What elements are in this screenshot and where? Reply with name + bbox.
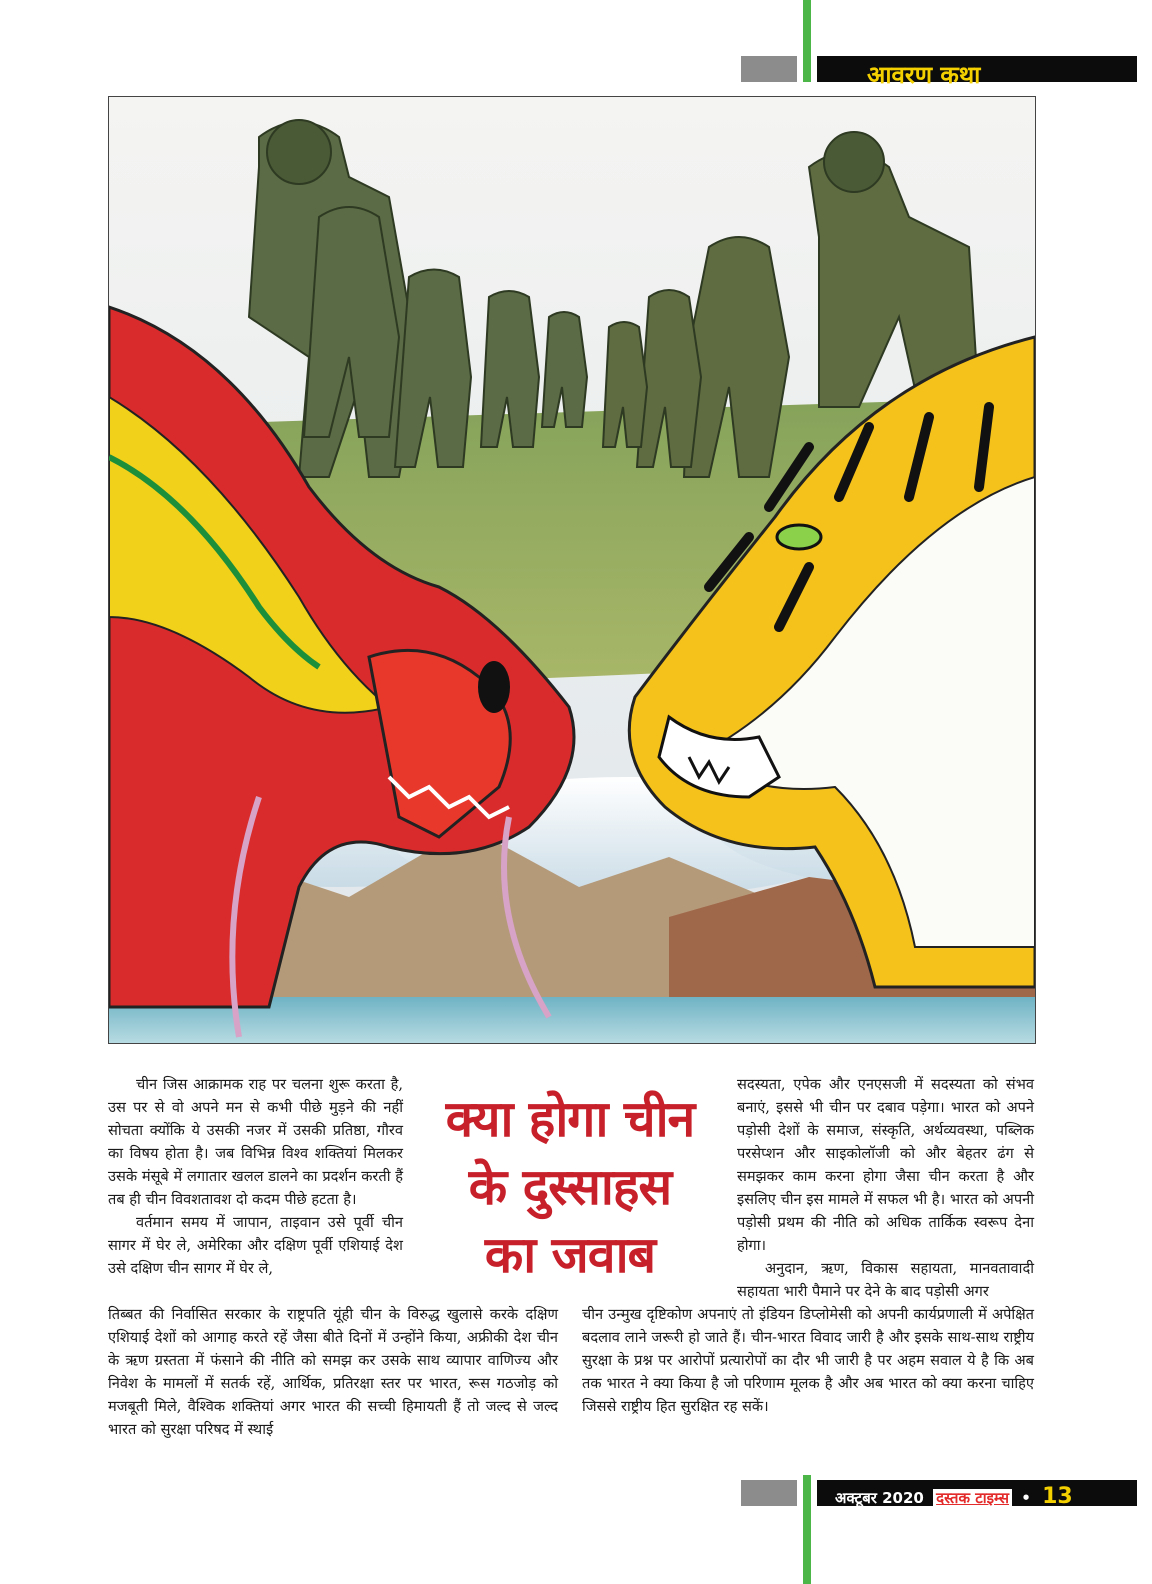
article-paragraph: अनुदान, ऋण, विकास सहायता, मानवतावादी सहायता भारी पैमाने पर देने के बाद पड़ोसी अगर — [737, 1260, 1034, 1300]
article-bottom-left — [108, 1303, 558, 1441]
article-paragraph: तिब्बत की निर्वासित सरकार के राष्ट्रपति यूंही चीन के विरुद्ध खुलासे करके दक्षिण एशियाई देशों को आगाह करते रहें जैसा बीते दिनों में उन्होंने किया, अफ्रीकी देश चीन के ऋण ग्रस्तता में फंसाने की नीति को समझ कर उसके साथ व्यापार वाणिज्य और निवेश के मामलों में सतर्क रहें, आर्थिक, प्रतिरक्षा स्तर पर भारत, रूस गठजोड़ को मजबूती मिले, वैश्विक शक्तियां अगर भारत की सच्ची हिमायती हैं तो जल्द से जल्द भारत को सुरक्षा परिषद में स्थाई — [108, 1306, 558, 1438]
footer-green-rule — [803, 1475, 811, 1584]
footer-grey-tab — [741, 1480, 797, 1506]
headline-line: का जवाब — [484, 1226, 656, 1284]
article-right-column — [737, 1073, 1034, 1303]
footer-text — [835, 1484, 1073, 1509]
headline-line: के दुस्साहस — [468, 1158, 672, 1216]
section-label: आवरण कथा — [867, 61, 981, 89]
magazine-logo: दस्तक टाइम्स — [933, 1489, 1012, 1507]
article-left-column — [108, 1073, 403, 1280]
headline — [420, 1085, 720, 1289]
header-green-rule — [803, 0, 811, 82]
headline-line: क्या होगा चीन — [445, 1090, 695, 1148]
cover-illustration — [108, 96, 1036, 1044]
article-paragraph: चीन उन्मुख दृष्टिकोण अपनाएं तो इंडियन डिप्लोमेसी को अपनी कार्यप्रणाली में अपेक्षित बदलाव लाने जरूरी हो जाते हैं। चीन-भारत विवाद जारी है और इसके साथ-साथ राष्ट्रीय सुरक्षा के प्रश्न पर आरोपों प्रत्यारोपों का दौर भी जारी है पर अहम सवाल ये है कि अब तक भारत ने क्या किया है जो परिणाम मूलक है और अब भारत को क्या करना चाहिए जिससे राष्ट्रीय हित सुरक्षित रह सकें। — [582, 1306, 1034, 1415]
article-paragraph: सदस्यता, एपेक और एनएसजी में सदस्यता को संभव बनाएं, इससे भी चीन पर दबाव पड़ेगा। भारत को अपने पड़ोसी देशों के समाज, संस्कृति, अर्थव्यवस्था, पब्लिक परसेप्शन और साइकोलॉजी को और बेहतर ढंग से समझकर काम करना होगा जैसा चीन करता है और इसलिए चीन इस मामले में सफल भी है। भारत को अपनी पड़ोसी प्रथम की नीति को अधिक तार्किक स्वरूप देना होगा। — [737, 1076, 1034, 1254]
issue-date: अक्टूबर 2020 — [835, 1489, 924, 1507]
page-number: 13 — [1042, 1484, 1073, 1509]
header-grey-tab — [741, 56, 797, 82]
footer-bar — [817, 1480, 1137, 1509]
header-section-bar — [817, 56, 1137, 89]
article-paragraph: वर्तमान समय में जापान, ताइवान उसे पूर्वी चीन सागर में घेर ले, अमेरिका और दक्षिण पूर्वी एशियाई देश उसे दक्षिण चीन सागर में घेर ले, — [108, 1214, 403, 1277]
footer-separator: • — [1021, 1489, 1031, 1507]
article-bottom-right — [582, 1303, 1034, 1418]
article-paragraph: चीन जिस आक्रामक राह पर चलना शुरू करता है, उस पर से वो अपने मन से कभी पीछे मुड़ने की नहीं सोचता क्योंकि ये उसकी नजर में उसकी प्रतिष्ठा, गौरव का विषय होता है। जब विभिन्न विश्व शक्तियां मिलकर उसके मंसूबे में लगातार खलल डालने का प्रदर्शन करती हैं तब ही चीन विवशतावश दो कदम पीछे हटता है। — [108, 1076, 403, 1208]
